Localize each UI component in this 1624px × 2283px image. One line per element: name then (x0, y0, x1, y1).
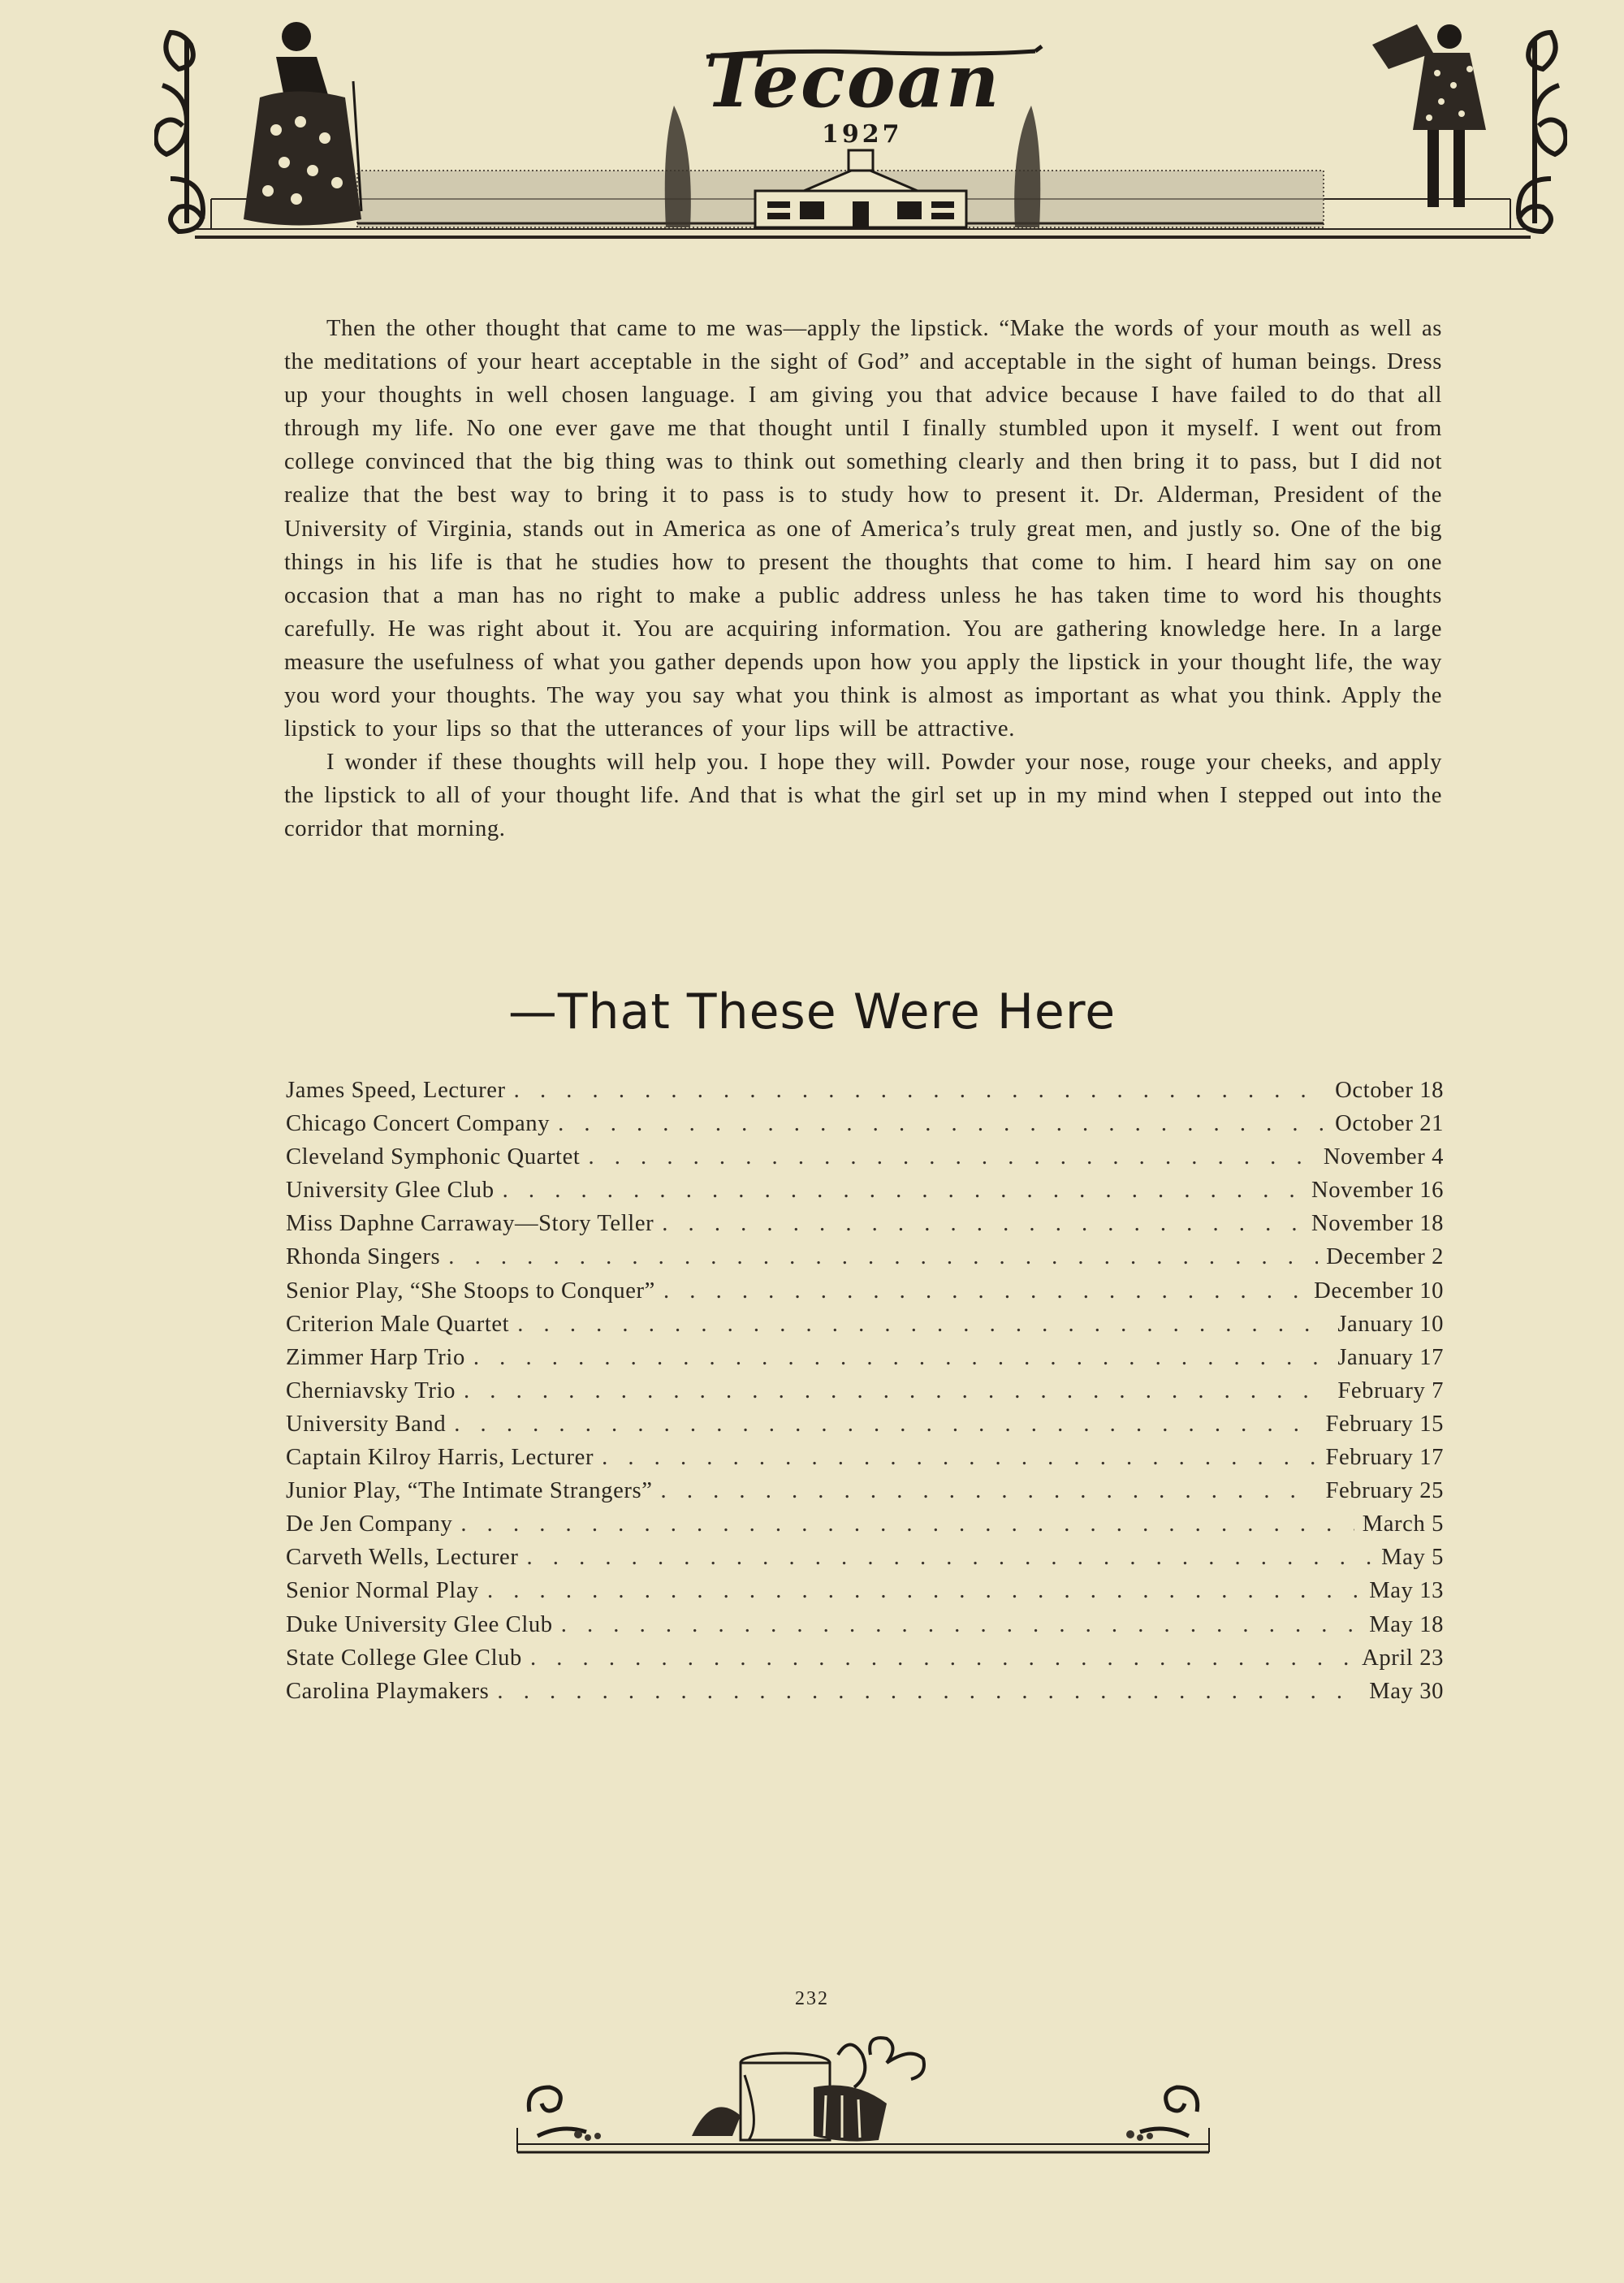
event-row (286, 1211, 1444, 1244)
event-row (286, 1612, 1444, 1645)
fan-shape (692, 2107, 741, 2136)
event-row (286, 1345, 1444, 1378)
dot-leader (460, 1511, 1354, 1537)
footer-left-scroll (529, 2087, 586, 2136)
event-name: Zimmer Harp Trio (286, 1344, 465, 1370)
gentleman-figure (1372, 24, 1486, 207)
event-name: Criterion Male Quartet (286, 1311, 510, 1337)
dot-leader (517, 1312, 1329, 1338)
dot-leader (561, 1612, 1362, 1638)
event-date: October 18 (1335, 1078, 1444, 1103)
event-name: Senior Normal Play (286, 1578, 479, 1604)
event-row (286, 1478, 1444, 1511)
footer-right-scroll (1140, 2087, 1198, 2136)
dot-leader (448, 1244, 1318, 1270)
event-date: May 13 (1369, 1578, 1444, 1604)
masthead-year: 1927 (822, 120, 903, 149)
event-row (286, 1244, 1444, 1278)
event-row (286, 1312, 1444, 1345)
dot-leader (503, 1178, 1303, 1204)
event-date: February 25 (1325, 1478, 1444, 1504)
dot-leader (487, 1578, 1361, 1604)
section-heading: —That These Were Here (508, 984, 1116, 1040)
event-name: Cleveland Symphonic Quartet (286, 1144, 581, 1170)
dot-leader (464, 1378, 1329, 1404)
event-date: November 16 (1311, 1178, 1444, 1204)
dot-leader (526, 1545, 1373, 1571)
dot-leader (662, 1211, 1303, 1237)
article-body (284, 312, 1442, 846)
dot-leader (514, 1078, 1328, 1104)
event-name: Carveth Wells, Lecturer (286, 1545, 519, 1571)
left-scroll-ornament (156, 32, 203, 231)
event-name: University Band (286, 1411, 447, 1437)
dot-leader (497, 1679, 1361, 1705)
event-row (286, 1078, 1444, 1111)
event-row (286, 1511, 1444, 1545)
event-date: March 5 (1362, 1511, 1444, 1537)
event-name: Junior Play, “The Intimate Strangers” (286, 1478, 653, 1504)
masthead-title: Tecoan (705, 38, 1001, 124)
event-row (286, 1545, 1444, 1578)
dot-leader (663, 1278, 1306, 1304)
event-row (286, 1412, 1444, 1445)
dot-leader (473, 1345, 1329, 1371)
event-date: January 17 (1337, 1344, 1444, 1370)
footer-ornament (513, 2030, 1213, 2160)
dot-leader (588, 1144, 1315, 1170)
right-scroll-ornament (1518, 32, 1566, 231)
event-name: Captain Kilroy Harris, Lecturer (286, 1445, 594, 1471)
event-date: December 2 (1326, 1244, 1444, 1270)
lady-figure (244, 22, 361, 226)
event-date: May 30 (1369, 1678, 1444, 1704)
event-row (286, 1178, 1444, 1211)
event-name: Chicago Concert Company (286, 1111, 551, 1137)
event-row (286, 1144, 1444, 1178)
event-date: October 21 (1335, 1111, 1444, 1137)
event-row (286, 1578, 1444, 1611)
event-date: February 7 (1337, 1377, 1444, 1403)
event-date: May 18 (1369, 1611, 1444, 1637)
event-date: February 17 (1325, 1445, 1444, 1471)
event-name: Duke University Glee Club (286, 1611, 553, 1637)
event-name: De Jen Company (286, 1511, 453, 1537)
event-row (286, 1111, 1444, 1144)
dot-leader (558, 1111, 1327, 1137)
event-name: Carolina Playmakers (286, 1678, 490, 1704)
event-date: May 5 (1381, 1545, 1444, 1571)
event-name: James Speed, Lecturer (286, 1078, 506, 1103)
event-row (286, 1679, 1444, 1712)
dot-leader (530, 1645, 1354, 1671)
event-date: November 18 (1311, 1211, 1444, 1237)
event-date: January 10 (1337, 1311, 1444, 1337)
dot-leader (602, 1445, 1317, 1471)
paragraph: I wonder if these thoughts will help you. I hope they will. Powder your nose, rouge your cheeks, and apply the lipstick to all of your thought life. And that is what the girl set up in my mind when I stepped out into the corridor that morning. (284, 750, 1442, 842)
event-row (286, 1445, 1444, 1478)
dot-leader (661, 1478, 1318, 1504)
event-date: February 15 (1325, 1411, 1444, 1437)
ribbons (838, 2038, 924, 2087)
dot-leader (454, 1412, 1317, 1438)
paragraph: Then the other thought that came to me was—apply the lipstick. “Make the words of your mouth as well as the meditations of your heart acceptable in the sight of God” and acceptable in the sight of human beings. Dress up your thoughts in well chosen language. I am giving you that advice because I have failed to do that all through my life. No one ever gave me that thought until I finally stumbled upon it myself. I went out from college convinced that the big thing was to think out something clearly and then bring it to pass, but I did not realize that the best way to bring it to pass is to study how to present it. Dr. Alderman, President of the University of Virginia, stands out in America as one of America’s truly great men, and justly so. One of the big things in his life is that he studies how to present the thoughts that come to him. I heard him say on one occasion that a man has no right to make a public address unless he has taken time to word his thoughts carefully. He was right about it. You are acquiring information. You are gathering knowledge here. In a large measure the usefulness of what you gather depends upon how you apply the lipstick in your thought life, the way you word your thoughts. The way you say what you think is almost as important as what you think. Apply the lipstick to your lips so that the utterances of your lips will be attractive. (284, 316, 1442, 742)
event-date: November 4 (1323, 1144, 1444, 1170)
event-date: December 10 (1314, 1278, 1444, 1304)
event-row (286, 1378, 1444, 1412)
event-name: State College Glee Club (286, 1645, 522, 1671)
event-name: Cherniavsky Trio (286, 1377, 456, 1403)
event-list (286, 1078, 1444, 1712)
event-row (286, 1278, 1444, 1312)
event-date: April 23 (1362, 1645, 1444, 1671)
event-row (286, 1645, 1444, 1679)
event-name: University Glee Club (286, 1178, 495, 1204)
footer-illustration (513, 2030, 1213, 2160)
page-number: 232 (795, 1988, 829, 2009)
event-name: Senior Play, “She Stoops to Conquer” (286, 1278, 655, 1304)
event-name: Miss Daphne Carraway—Story Teller (286, 1211, 654, 1237)
event-name: Rhonda Singers (286, 1244, 441, 1270)
